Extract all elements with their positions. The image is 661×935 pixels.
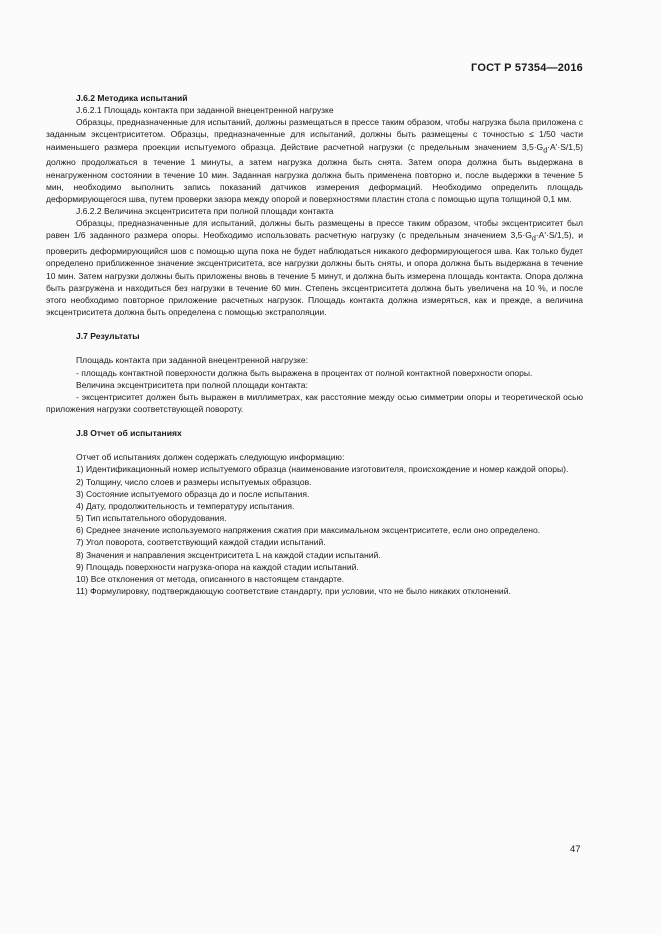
list-item: 2) Толщину, число слоев и размеры испытуемых образцов. (76, 476, 312, 487)
paragraph-text: Образцы, предназначенные для испытаний, должны размещаться в прессе таким образом, чтобы нагрузка была приложена с заданным эксцентриситетом. Образцы, предназначенные для испытаний, должны быть размещены с точностью ≤ 1/50 части наименьшего размера проекции испытуемого образца. Действие расчетной нагрузки (с предельным значением 3,5·G (46, 117, 583, 152)
subscript: d (543, 146, 548, 155)
list-item: 11) Формулировку, подтверждающую соответствие стандарту, при условии, что не было никаких отклонений. (76, 586, 511, 597)
section-heading-j7: J.7 Результаты (76, 331, 140, 342)
paragraph-text: Образцы, предназначенные для испытаний, должны быть размещены в прессе таким образом, чтобы эксцентриситет был равен 1/6 заданного размера опоры. Необходимо использовать расчетную нагрузку (с предельным значением 3,5·G (46, 218, 583, 241)
paragraph-j621 (46, 116, 583, 205)
report-intro: Отчет об испытаниях должен содержать следующую информацию: (76, 452, 345, 463)
paragraph-j622 (46, 217, 583, 318)
page-number: 47 (570, 844, 581, 855)
list-item: 8) Значения и направления эксцентриситета L на каждой стадии испытаний. (76, 549, 381, 560)
subscript: d (531, 235, 536, 244)
paragraph-text: ·A'·S/1,5) должно продолжаться в течение 1 минуты, а затем нагрузка должна быть снята. Затем опора должна быть выдержана в ненагруженном состоянии в течение 10 мин. Заданная нагрузка должна быть применена повторно и, после выдержки в течение 5 мин, необходимо выполнить запись показаний датчиков измерения деформаций. Необходимо определить площадь деформирующегося шва, путем проверки зазора между опорой и поверхностями пластин стола с помощью щупа толщиной 0,1 мм. (46, 141, 583, 204)
list-item: 6) Среднее значение используемого напряжения сжатия при максимальном эксцентриситете, если оно определено. (76, 525, 541, 536)
subsection-title-j622: J.6.2.2 Величина эксцентриситета при полной площади контакта (76, 206, 334, 217)
document-id: ГОСТ Р 57354—2016 (471, 62, 583, 74)
section-heading-j8: J.8 Отчет об испытаниях (76, 428, 182, 439)
paragraph-text: ·A'·S/1,5), и проверить деформирующийся шов с помощью щупа пока не будет наблюдаться никакого деформирующегося шва. Как только будет определено приближенное значение эксцентриситета, все нагрузки должны быть сняты, и опора должна быть выдержана в течение 10 мин. Затем нагрузки должны быть приложены вновь в течение 5 минут, и должна быть измерена площадь контакта. Опора должна быть разгружена и находиться без нагрузки в течение 60 мин. Степень эксцентриситета должна быть увеличена на 10 %, и после этого необходимо повторное приложение расчетных нагрузок. Площадь контакта должна измеряться, как и прежде, а величина эксцентриситета должна быть определена с помощью экстраполяции. (46, 230, 583, 318)
list-item: 7) Угол поворота, соответствующий каждой стадии испытаний. (76, 537, 326, 548)
page-body (46, 92, 583, 597)
results-line: Площадь контакта при заданной внецентренной нагрузке: (76, 355, 308, 366)
list-item: 1) Идентификационный номер испытуемого образца (наименование изготовителя, происхождение и номер каждой опоры). (76, 464, 569, 475)
list-item: 10) Все отклонения от метода, описанного в настоящем стандарте. (76, 573, 345, 584)
results-line: Величина эксцентриситета при полной площади контакта: (76, 379, 308, 390)
results-line: - площадь контактной поверхности должна быть выражена в процентах от полной контактной поверхности опоры. (76, 367, 533, 378)
list-item: 4) Дату, продолжительность и температуру испытания. (76, 500, 295, 511)
subsection-title-j621: J.6.2.1 Площадь контакта при заданной внецентренной нагрузке (76, 105, 334, 116)
section-heading-j62: J.6.2 Методика испытаний (76, 93, 188, 103)
list-item: 3) Состояние испытуемого образца до и после испытания. (76, 488, 310, 499)
list-item: 9) Площадь поверхности нагрузка-опора на каждой стадии испытаний. (76, 561, 359, 572)
list-item: 5) Тип испытательного оборудования. (76, 513, 227, 524)
results-line: - эксцентриситет должен быть выражен в миллиметрах, как расстояние между осью симметрии опоры и теоретической осью приложения нагрузки соответствующей повороту. (46, 391, 583, 414)
